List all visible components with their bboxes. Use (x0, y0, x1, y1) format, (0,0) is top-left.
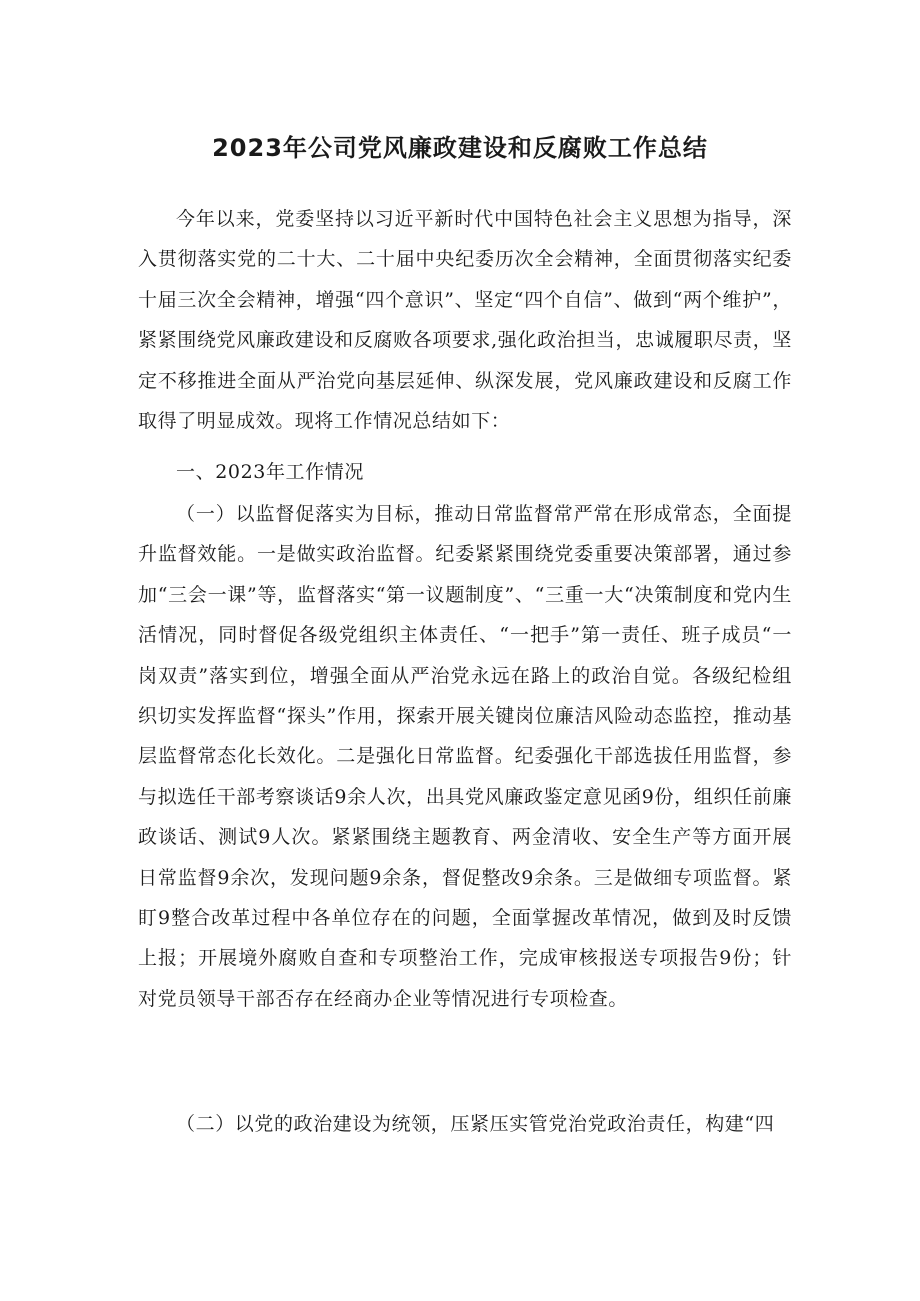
body-paragraph-1: （一）以监督促落实为目标，推动日常监督常严常在形成常态，全面提升监督效能。一是做实政治监督。纪委紧紧围绕党委重要决策部署，通过参加“三会一课”等，监督落实“第一议题制度”、“三重一大“决策制度和党内生活情况，同时督促各级党组织主体责任、“一把手”第一责任、班子成员“一岗双责”落实到位，增强全面从严治党永远在路上的政治自觉。各级纪检组织切实发挥监督“探头”作用，探索开展关键岗位廉洁风险动态监控，推动基层监督常态化长效化。二是强化日常监督。纪委强化干部选拔任用监督，参与拟选任干部考察谈话9余人次，出具党风廉政鉴定意见函9份，组织任前廉政谈话、测试9人次。紧紧围绕主题教育、两金清收、安全生产等方面开展日常监督9余次，发现问题9余条，督促整改9余条。三是做细专项监督。紧盯9整合改革过程中各单位存在的问题，全面掌握改革情况，做到及时反馈上报；开展境外腐败自查和专项整治工作，完成审核报送专项报告9份；针对党员领导干部否存在经商办企业等情况进行专项检查。 (138, 503, 792, 1010)
intro-paragraph: 今年以来，党委坚持以习近平新时代中国特色社会主义思想为指导，深入贯彻落实党的二十大、二十届中央纪委历次全会精神，全面贯彻落实纪委十届三次全会精神，增强“四个意识”、坚定“四个自信”、做到“两个维护”，紧紧围绕党风廉政建设和反腐败各项要求,强化政治担当，忠诚履职尽责，坚定不移推进全面从严治党向基层延伸、纵深发展，党风廉政建设和反腐工作取得了明显成效。现将工作情况总结如下： (138, 208, 792, 433)
document-title: 2023年公司党风廉政建设和反腐败工作总结 (212, 134, 708, 163)
section-heading: 一、2023年工作情况 (176, 461, 364, 483)
body-paragraph-2: （二）以党的政治建设为统领，压紧压实管党治党政治责任，构建“四 (176, 1113, 775, 1135)
